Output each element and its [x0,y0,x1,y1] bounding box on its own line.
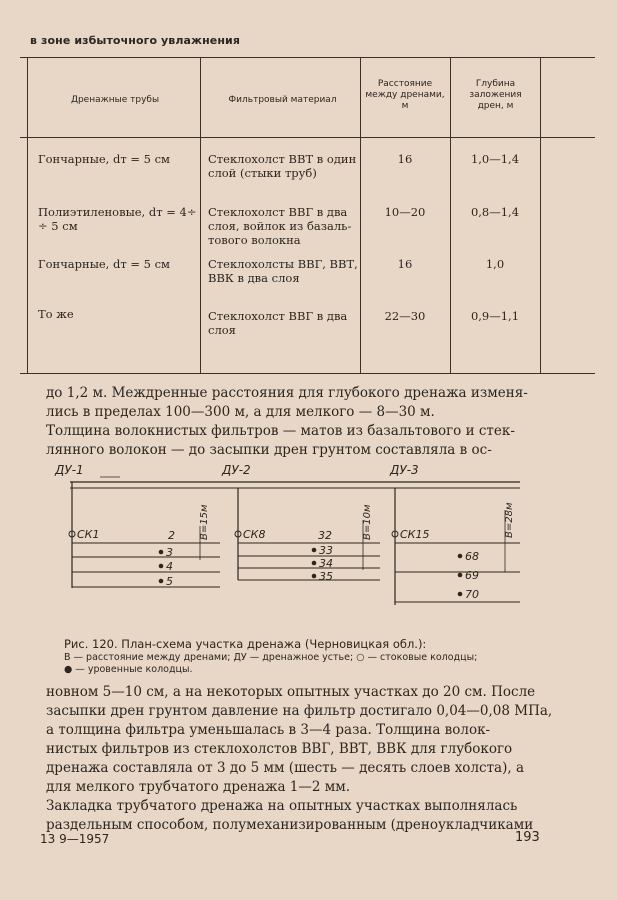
drainage-table [20,57,595,375]
table-cell-distance: 22—30 [384,309,426,323]
well-number: 3 [166,546,173,559]
ck-label: СК15 [400,528,430,541]
cell-text: Стеклохолст ВВГ в два [208,205,348,219]
caption-legend-line: B — расстояние между дренами; ДУ — дренажное устье; ○ — стоковые колодцы; [64,652,478,663]
text-line: до 1,2 м. Междренные расстояния для глубокого дренажа изменя- [46,385,528,401]
cell-text: ВВК в два слоя [208,271,300,285]
cell-text: Стеклохолст ВВТ в один [208,152,357,166]
column-header-distance: Расстояние между дренами, м [365,79,445,111]
well-number: 5 [166,575,173,588]
signature-mark: 13 9—1957 [40,832,110,846]
text-line: а толщина фильтра уменьшалась в 3—4 раза. Толщина волок- [46,722,491,738]
drainage-plan-figure [50,460,550,635]
text-line: Толщина волокнистых фильтров — матов из базальтового и стек- [46,423,515,439]
text-line: засыпки дрен грунтом давление на фильтр достигало 0,04—0,08 МПа, [46,703,553,719]
cell-text: тового волокна [208,233,301,247]
spacing-label: B=28м [504,502,515,538]
spacing-label: B=10м [362,504,373,540]
level-well-icon [159,564,164,569]
spacing-label: B=15м [199,504,210,540]
du-label: ДУ-3 [390,463,419,477]
body-paragraph [46,683,553,835]
cell-text: Стеклохолст ВВГ в два [208,309,348,323]
ck-label: СК8 [243,528,266,541]
column-header-filter: Фильтровый материал [228,95,337,105]
cell-text: Гончарные, dт = 5 см [38,152,170,166]
table-cell-pipe [38,307,198,321]
column-header-pipes: Дренажные трубы [70,95,160,105]
well-number: 2 [168,529,175,542]
level-well-icon [312,574,317,579]
page-number: 193 [515,830,540,845]
level-well-icon [458,554,463,559]
well-number: 70 [465,588,479,601]
table-top-rule [20,57,595,58]
well-number: 69 [465,569,479,582]
drainage-plan-diagram [50,460,550,635]
cell-text: слоя, войлок из базаль- [208,219,352,233]
table-cell-depth: 0,8—1,4 [470,205,520,219]
well-number: 35 [319,570,333,583]
table-cell-filter [208,205,358,247]
table-cell-pipe [38,257,198,271]
table-divider [27,57,28,373]
table-cell-depth: 1,0 [485,257,505,271]
level-well-icon [312,548,317,553]
table-cell-filter [208,309,358,337]
table-cell-distance: 10—20 [384,205,426,219]
table-bottom-rule [20,373,595,374]
well-number: 34 [319,557,333,570]
well-number: 33 [319,544,333,557]
column-header-depth: Глубина заложения дрен, м [469,79,522,111]
text-line: новном 5—10 см, а на некоторых опытных участках до 20 см. После [46,684,536,700]
table-divider [200,57,201,373]
du-label: ДУ-1 [55,463,84,477]
well-number: 68 [465,550,479,563]
cell-text: слоя [208,323,236,337]
table-cell-depth: 1,0—1,4 [470,152,520,166]
du-label: ДУ-2 [222,463,251,477]
ck-label: СК1 [77,528,100,541]
level-well-icon [159,550,164,555]
table-cell-distance: 16 [397,152,413,166]
text-line: раздельным способом, полумеханизированным (дреноукладчиками [46,817,534,833]
table-cell-distance: 16 [397,257,413,271]
cell-text: Стеклохолсты ВВГ, ВВТ, [208,257,358,271]
table-cell-pipe [38,152,198,166]
level-well-icon [159,579,164,584]
well-number: 32 [318,529,332,542]
table-cell-filter [208,257,358,285]
cell-text: Полиэтиленовые, dт = 4÷ [38,205,197,219]
text-line: нистых фильтров из стеклохолстов ВВГ, ВВТ, ВВК для глубокого [46,741,513,757]
caption-legend-line: ● — уровенные колодцы. [64,664,193,675]
figure-caption [64,637,544,676]
cell-text: Гончарные, dт = 5 см [38,257,170,271]
running-header: в зоне избыточного увлажнения [30,34,241,47]
cell-text: То же [38,307,74,321]
level-well-icon [312,561,317,566]
table-divider [360,57,361,373]
text-line: для мелкого трубчатого дренажа 1—2 мм. [46,779,351,795]
table-cell-filter [208,152,358,180]
table-cell-depth: 0,9—1,1 [470,309,520,323]
text-line: лись в пределах 100—300 м, а для мелкого — 8—30 м. [46,404,435,420]
body-paragraph [46,384,546,460]
table-cell-pipe [38,205,198,233]
table-divider [540,57,541,373]
well-number: 4 [166,560,173,573]
cell-text: ÷ 5 см [38,219,78,233]
text-line: дренажа составляла от 3 до 5 мм (шесть — десять слоев холста), а [46,760,524,776]
cell-text: слой (стыки труб) [208,166,317,180]
table-divider [450,57,451,373]
text-line: Закладка трубчатого дренажа на опытных участках выполнялась [46,798,518,814]
level-well-icon [458,573,463,578]
table-header-rule [20,137,595,138]
caption-title: Рис. 120. План-схема участка дренажа (Черновицкая обл.): [64,637,427,651]
level-well-icon [458,592,463,597]
text-line: лянного волокон — до засыпки дрен грунтом составляла в ос- [46,442,492,458]
